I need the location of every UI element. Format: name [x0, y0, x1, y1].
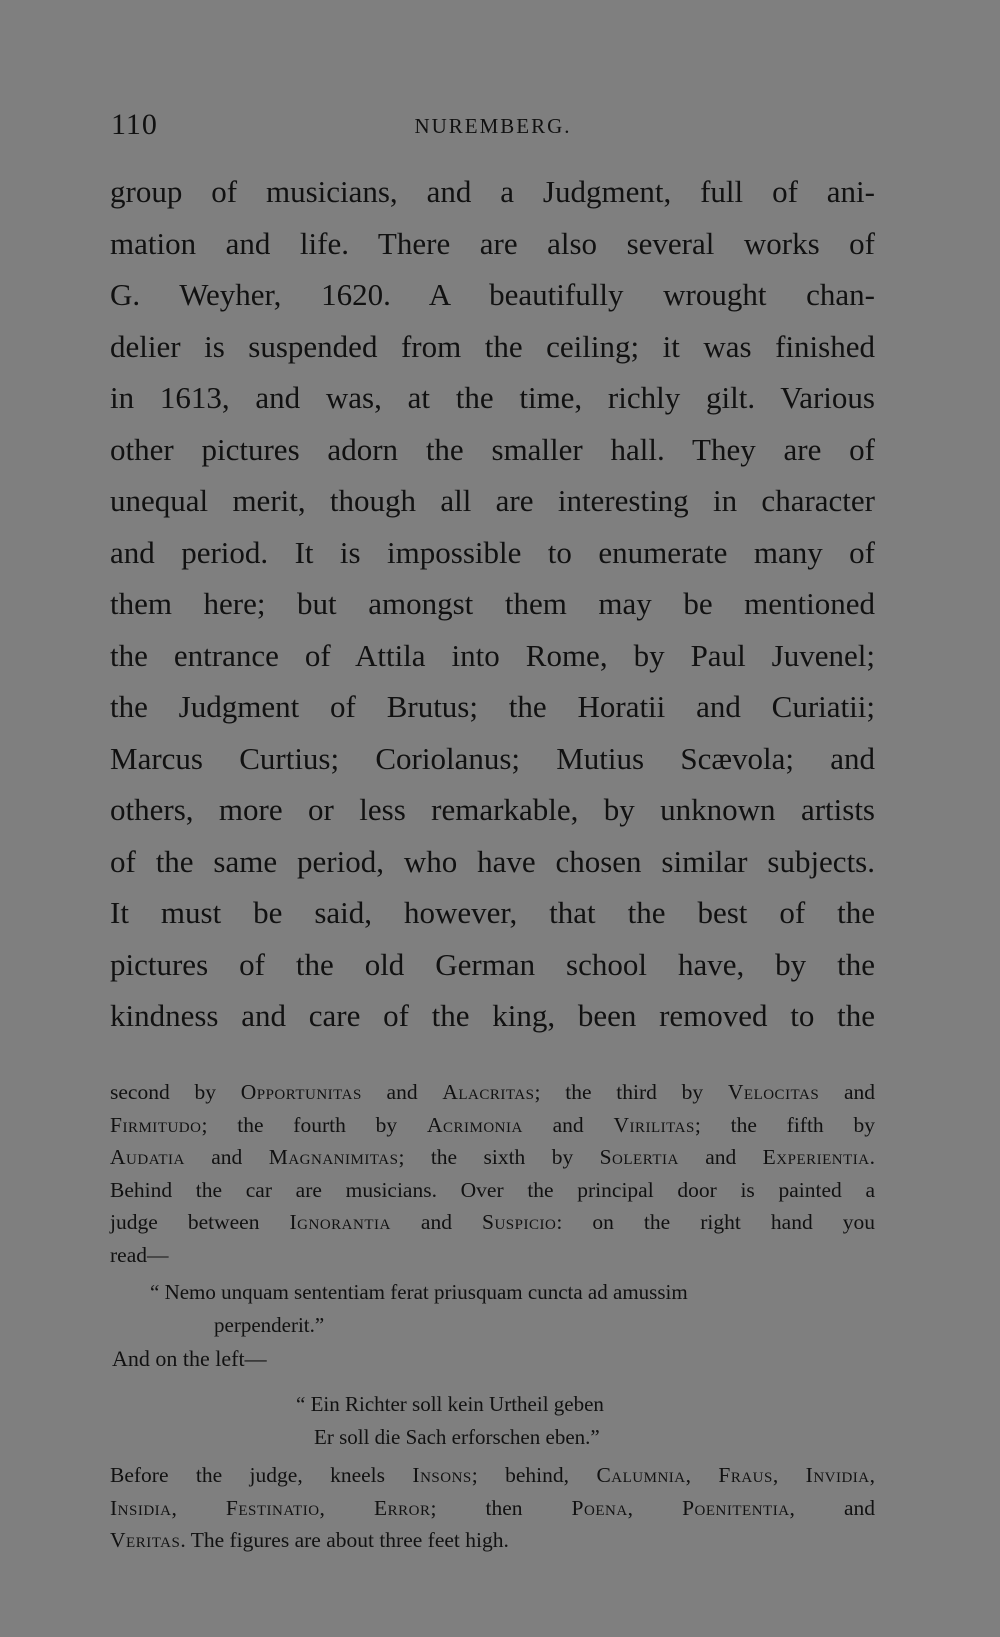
- text: : on the right hand you: [556, 1210, 876, 1234]
- text: and: [184, 1145, 269, 1169]
- text: ; behind,: [471, 1463, 597, 1487]
- footnote: [110, 1076, 875, 1271]
- small-caps-name: Solertia: [599, 1145, 679, 1169]
- text: ,: [627, 1495, 683, 1520]
- footnote-line: [110, 1109, 875, 1142]
- text: ; the fourth by: [201, 1112, 427, 1137]
- latin-quote: [150, 1276, 688, 1342]
- footnote-line: Behind the car are musicians. Over the principal door is painted a: [110, 1177, 875, 1202]
- quote-line: perpenderit.”: [214, 1313, 325, 1337]
- text: and: [819, 1080, 875, 1104]
- small-caps-name: Insidia: [110, 1495, 172, 1520]
- text: ,: [171, 1495, 226, 1520]
- small-caps-name: Error: [373, 1495, 431, 1520]
- small-caps-name: Poenitentia: [682, 1495, 790, 1520]
- small-caps-name: Magnanimitas: [268, 1145, 399, 1169]
- footnote-line: [110, 1524, 875, 1557]
- running-title: NUREMBERG.: [414, 114, 572, 138]
- quote-line: Er soll die Sach erforschen eben.”: [314, 1425, 600, 1449]
- small-caps-name: Velocitas: [727, 1080, 820, 1104]
- text: ; the sixth by: [398, 1145, 600, 1169]
- body-line: of the same period, who have chosen similar subjects.: [110, 843, 875, 879]
- footnote-line: [110, 1076, 875, 1109]
- body-line: Marcus Curtius; Coriolanus; Mutius Scævola; and: [110, 740, 875, 776]
- body-line: mation and life. There are also several works of: [110, 225, 875, 261]
- small-caps-name: Audatia: [110, 1145, 185, 1169]
- text: , and: [789, 1495, 875, 1520]
- text: ; the third by: [534, 1080, 728, 1104]
- text: and: [522, 1112, 614, 1137]
- text: ,: [869, 1463, 876, 1487]
- text: and: [361, 1080, 443, 1104]
- footnote-line: [110, 1206, 875, 1239]
- text: . The figures are about three feet high.: [180, 1528, 509, 1552]
- text: ; the fifth by: [694, 1112, 875, 1137]
- footnote-line: [110, 1141, 875, 1174]
- small-caps-name: Acrimonia: [426, 1112, 523, 1137]
- body-line: in 1613, and was, at the time, richly gilt. Various: [110, 380, 875, 415]
- small-caps-name: Insons: [412, 1463, 472, 1487]
- body-line: and period. It is impossible to enumerate many of: [110, 534, 875, 570]
- small-caps-name: Poena: [571, 1495, 628, 1520]
- body-line: others, more or less remarkable, by unknown artists: [110, 792, 875, 827]
- small-caps-name: Experientia: [762, 1145, 870, 1169]
- body-line: pictures of the old German school have, by the: [110, 946, 875, 982]
- small-caps-name: Alacritas: [442, 1080, 535, 1104]
- body-line: other pictures adorn the smaller hall. They are of: [110, 431, 875, 467]
- page-number: 110: [111, 108, 158, 141]
- page-header: [111, 108, 875, 148]
- footnote-line: [110, 1492, 875, 1525]
- small-caps-name: Veritas: [110, 1528, 181, 1552]
- body-line: delier is suspended from the ceiling; it was finished: [110, 328, 875, 364]
- body-line: kindness and care of the king, been removed to the: [110, 998, 875, 1033]
- body-line: unequal merit, though all are interesting in character: [110, 483, 875, 518]
- small-caps-name: Virilitas: [613, 1112, 695, 1137]
- body-line: the Judgment of Brutus; the Horatii and Curiatii;: [110, 689, 875, 724]
- footnote-continuation: [110, 1459, 875, 1557]
- text: ,: [772, 1463, 806, 1487]
- body-line: the entrance of Attila into Rome, by Paul Juvenel;: [110, 637, 875, 673]
- small-caps-name: Firmitudo: [110, 1112, 202, 1137]
- text: Before the judge, kneels: [110, 1463, 413, 1487]
- small-caps-name: Opportunitas: [240, 1080, 362, 1104]
- text: ,: [319, 1495, 374, 1520]
- small-caps-name: Festinatio: [225, 1495, 320, 1520]
- body-line: group of musicians, and a Judgment, full of ani-: [110, 174, 875, 209]
- text: ,: [685, 1463, 719, 1487]
- text: judge between: [110, 1210, 290, 1234]
- footnote-line: read—: [110, 1242, 169, 1267]
- small-caps-name: Calumnia: [596, 1463, 686, 1487]
- text: ; then: [430, 1495, 572, 1520]
- body-line: them here; but amongst them may be mentioned: [110, 586, 875, 621]
- german-quote: [296, 1388, 604, 1454]
- text: .: [869, 1145, 875, 1169]
- body-line: It must be said, however, that the best of the: [110, 895, 875, 930]
- body-line: G. Weyher, 1620. A beautifully wrought chan-: [110, 277, 875, 312]
- small-caps-name: Ignorantia: [289, 1210, 391, 1234]
- body-text: [110, 166, 875, 1042]
- text: and: [390, 1210, 483, 1234]
- footnote-line: [110, 1459, 875, 1492]
- small-caps-name: Suspicio: [482, 1210, 557, 1234]
- text: second by: [110, 1080, 241, 1104]
- left-label: And on the left—: [112, 1346, 267, 1371]
- quote-line: “ Nemo unquam sententiam ferat priusquam cuncta ad amussim: [150, 1280, 688, 1304]
- small-caps-name: Fraus: [718, 1463, 773, 1487]
- small-caps-name: Invidia: [805, 1463, 870, 1487]
- text: and: [678, 1145, 763, 1169]
- quote-line: “ Ein Richter soll kein Urtheil geben: [296, 1392, 604, 1416]
